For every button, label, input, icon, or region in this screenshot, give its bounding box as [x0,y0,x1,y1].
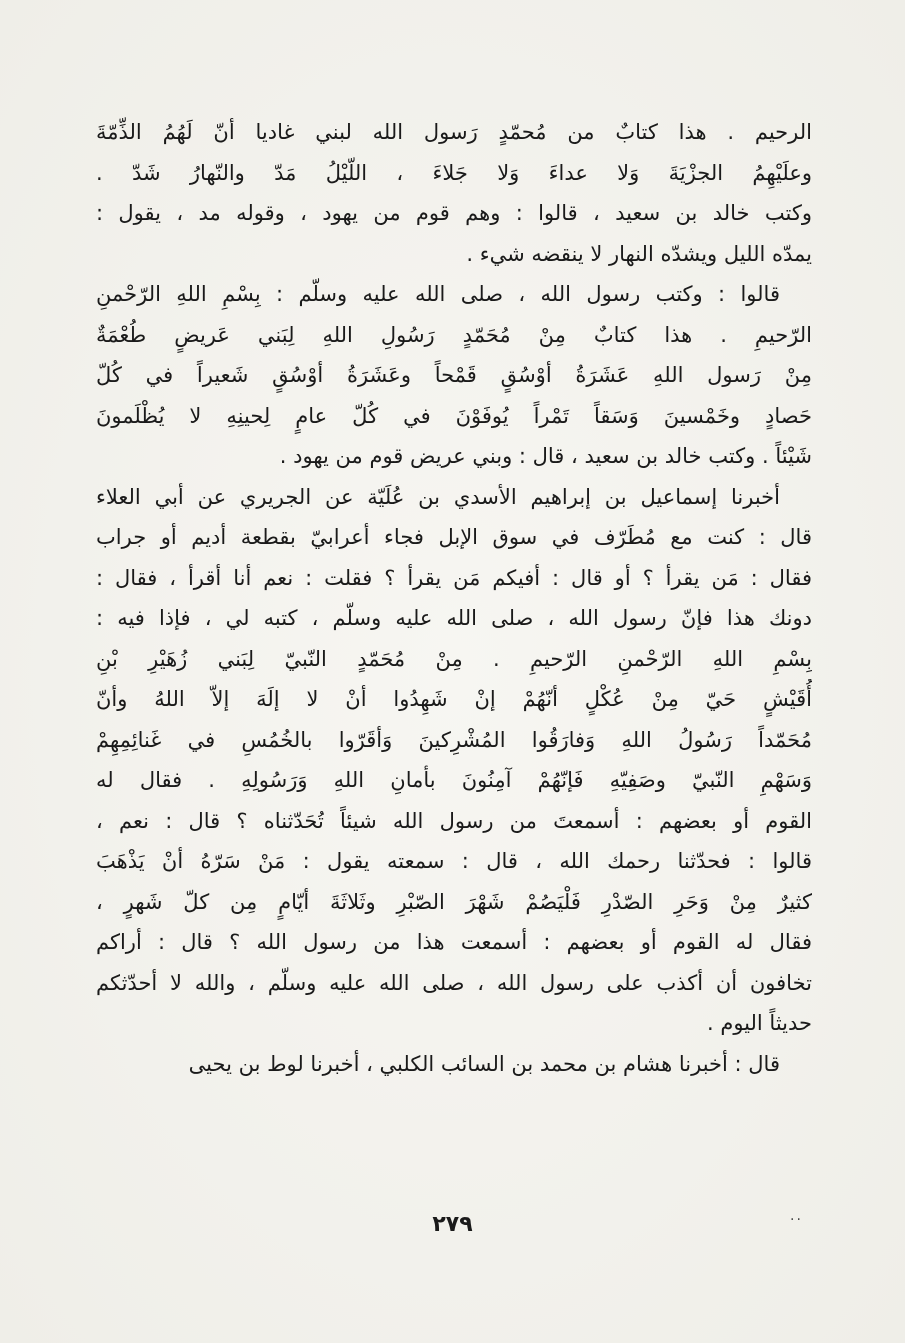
text-line: يمدّه الليل ويشدّه النهار لا ينقضه شيء . [466,241,812,266]
text-line: قال : كنت مع مُطَرّف في سوق الإبل فجاء أعرابيّ بقطعة أديم أو جراب [96,525,812,549]
paragraph [96,274,812,477]
text-line: قالوا : فحدّثنا رحمك الله ، قال : سمعته يقول : مَنْ سَرّهُ أنْ يَذْهَبَ [96,849,812,873]
text-line: مُحَمّداً رَسُولُ اللهِ وَفارَقُوا المُشْرِكينَ وَأقَرّوا بالخُمُسِ في غَنائِمِهِمْ [96,727,812,752]
page-number: ٢٧٩ [432,1212,473,1237]
text-line: تخافون أن أكذب على رسول الله ، صلى الله عليه وسلّم ، والله لا أحدّثكم [96,970,812,995]
text-line: الرّحيمِ . هذا كتابٌ مِنْ مُحَمّدٍ رَسُولِ اللهِ لِبَني عَريضٍ طُعْمَةٌ [96,322,812,347]
paragraph [96,1044,812,1085]
text-line: بِسْمِ اللهِ الرّحْمنِ الرّحيمِ . مِنْ مُحَمّدٍ النّبيّ لِبَني زُهَيْرِ بْنِ [96,646,812,671]
text-line: القوم أو بعضهم : أسمعتَ من رسول الله شيئاً تُحَدّثناه ؟ قال : نعم ، [96,808,812,833]
text-line: وعلَيْهِمُ الجزْيَةَ وَلا عداءَ وَلا جَلاءَ ، اللّيْلُ مَدّ والنّهارُ شَدّ . [96,160,812,185]
text-line: أخبرنا إسماعيل بن إبراهيم الأسدي بن عُلَيّة عن الجريري عن أبي العلاء [96,484,780,509]
paragraph [96,112,812,274]
text-line: أُقَيْشٍ حَيّ مِنْ عُكْلٍ أنّهُمْ إنْ شَهِدُوا أنْ لا إلَهَ إلاّ اللهُ وأنّ [96,687,812,711]
text-line: دونك هذا فإنّ رسول الله ، صلى الله عليه وسلّم ، كتبه لي ، فإذا فيه : [96,606,812,630]
text-line: قالوا : وكتب رسول الله ، صلى الله عليه وسلّم : بِسْمِ اللهِ الرّحْمنِ [96,282,780,306]
text-line: وكتب خالد بن سعيد ، قالوا : وهم قوم من يهود ، وقوله مد ، يقول : [96,201,812,225]
text-line: وَسَهْمِ النّبيّ وصَفِيّهِ فَإنّهُمْ آمِنُونَ بأمانِ اللهِ وَرَسُولِهِ . فقال له [96,768,812,792]
paragraph [96,477,812,1044]
text-line: فقال له القوم أو بعضهم : أسمعت هذا من رسول الله ؟ قال : أراكم [96,930,812,954]
text-line: قال : أخبرنا هشام بن محمد بن السائب الكلبي ، أخبرنا لوط بن يحيى [188,1051,780,1076]
main-text [96,112,812,1084]
text-line: شَيْئاً . وكتب خالد بن سعيد ، قال : وبني عريض قوم من يهود . [279,444,812,468]
text-line: مِنْ رَسول اللهِ عَشَرَةُ أوْسُقٍ قَمْحاً وعَشَرَةُ أوْسُقٍ شَعيراً في كُلّ [96,363,812,387]
text-line: كثيرٌ مِنْ وَحَرِ الصّدْرِ فَلْيَصُمْ شَهْرَ الصّبْرِ وثَلاثَةَ أيّامٍ مِن كلّ شَهرٍ ، [96,889,812,914]
text-line: فقال : مَن يقرأ ؟ أو قال : أفيكم مَن يقرأ ؟ فقلت : نعم أنا أقرأ ، فقال : [96,565,812,590]
text-line: حديثاً اليوم . [706,1011,812,1035]
margin-mark: .. [790,1208,803,1224]
text-line: حَصادٍ وخَمْسينَ وَسَقاً تَمْراً يُوفَوْنَ في كُلّ عامٍ لِحينِهِ لا يُظْلَمونَ [96,403,812,428]
text-line: الرحيم . هذا كتابٌ من مُحمّدٍ رَسول الله لبني غاديا أنّ لَهُمُ الذِّمّةَ [96,120,812,144]
